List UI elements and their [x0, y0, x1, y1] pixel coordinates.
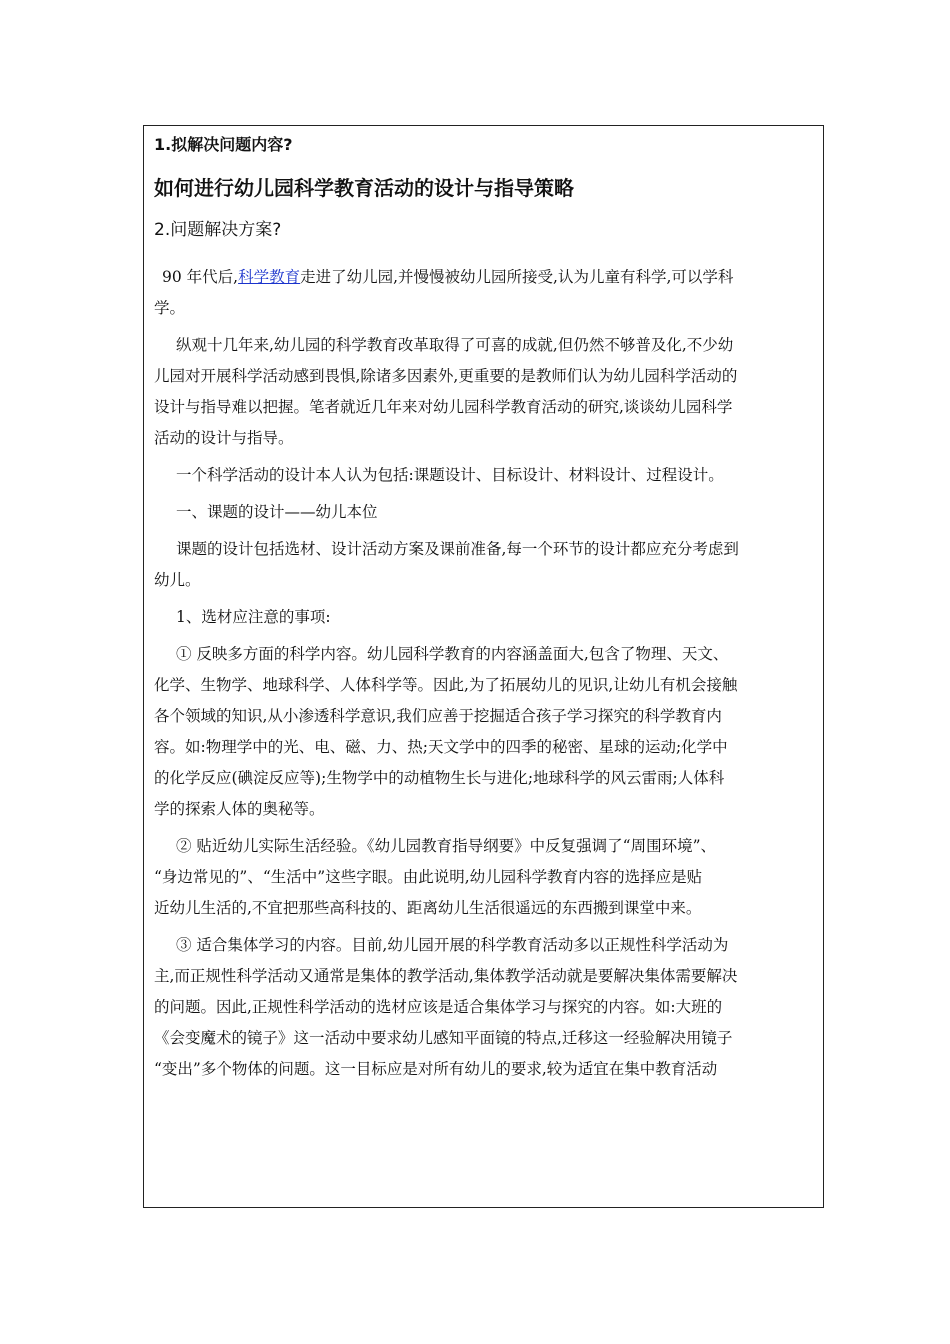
section-heading-1: 1.拟解决问题内容?: [154, 135, 293, 154]
paragraph-line: ③ 适合集体学习的内容。目前,幼儿园开展的科学教育活动多以正规性科学活动为: [176, 936, 729, 954]
paragraph-line: 纵观十几年来,幼儿园的科学教育改革取得了可喜的成就,但仍然不够普及化,不少幼: [176, 336, 734, 354]
intro-rest: 走进了幼儿园,并慢慢被幼儿园所接受,认为儿童有科学,可以学科: [300, 268, 734, 286]
paragraph-line: 近幼儿生活的,不宜把那些高科技的、距离幼儿生活很遥远的东西搬到课堂中来。: [154, 899, 702, 917]
paragraph-line: 幼儿。: [154, 571, 201, 589]
paragraph: [154, 831, 814, 924]
paragraph: [154, 330, 814, 454]
paragraph-intro: [154, 262, 814, 324]
paragraph-line: 学的探索人体的奥秘等。: [154, 800, 325, 818]
paragraph-line: ② 贴近幼儿实际生活经验。《幼儿园教育指导纲要》中反复强调了“周围环境”、: [176, 837, 717, 855]
paragraph-line: 化学、生物学、地球科学、人体科学等。因此,为了拓展幼儿的见识,让幼儿有机会接触: [154, 676, 738, 694]
paragraph-line: 设计与指导难以把握。笔者就近几年来对幼儿园科学教育活动的研究,谈谈幼儿园科学: [154, 398, 733, 416]
paragraph-line: ① 反映多方面的科学内容。幼儿园科学教育的内容涵盖面大,包含了物理、天文、: [176, 645, 729, 663]
paragraph-line: 《会变魔术的镜子》这一活动中要求幼儿感知平面镜的特点,迁移这一经验解决用镜子: [154, 1029, 733, 1047]
paragraph: [154, 602, 814, 633]
document-table-cell: [143, 125, 824, 1208]
paragraph: [154, 639, 814, 825]
paragraph-list: [154, 330, 814, 1085]
paragraph-line: 活动的设计与指导。: [154, 429, 294, 447]
paragraph-line: 1、选材应注意的事项:: [176, 608, 331, 626]
paragraph-line: 一个科学活动的设计本人认为包括:课题设计、目标设计、材料设计、过程设计。: [176, 466, 724, 484]
paragraph-line: “身边常见的”、“生活中”这些字眼。由此说明,幼儿园科学教育内容的选择应是贴: [154, 868, 703, 886]
science-education-link[interactable]: 科学教育: [238, 268, 301, 286]
paragraph-line: 容。如:物理学中的光、电、磁、力、热;天文学中的四季的秘密、星球的运动;化学中: [154, 738, 728, 756]
document-title: 如何进行幼儿园科学教育活动的设计与指导策略: [154, 176, 574, 200]
paragraph-line: 各个领域的知识,从小渗透科学意识,我们应善于挖掘适合孩子学习探究的科学教育内: [154, 707, 722, 725]
paragraph: [154, 930, 814, 1085]
intro-prefix: 90 年代后,: [162, 268, 239, 286]
paragraph: [154, 497, 814, 528]
paragraph: [154, 460, 814, 491]
section-heading-2: 2.问题解决方案?: [154, 220, 282, 240]
paragraph: [154, 534, 814, 596]
paragraph-line: “变出”多个物体的问题。这一目标应是对所有幼儿的要求,较为适宜在集中教育活动: [154, 1060, 718, 1078]
paragraph-line: 的问题。因此,正规性科学活动的选材应该是适合集体学习与探究的内容。如:大班的: [154, 998, 723, 1016]
paragraph-line: 儿园对开展科学活动感到畏惧,除诸多因素外,更重要的是教师们认为幼儿园科学活动的: [154, 367, 738, 385]
paragraph-line: 主,而正规性科学活动又通常是集体的教学活动,集体教学活动就是要解决集体需要解决: [154, 967, 738, 985]
paragraph-line: 的化学反应(碘淀反应等);生物学中的动植物生长与进化;地球科学的风云雷雨;人体科: [154, 769, 725, 787]
paragraph-line: [154, 262, 814, 293]
paragraph-line: 课题的设计包括选材、设计活动方案及课前准备,每一个环节的设计都应充分考虑到: [176, 540, 739, 558]
paragraph-line: 学。: [154, 299, 186, 317]
paragraph-line: 一、课题的设计——幼儿本位: [176, 503, 378, 521]
cell-content: [154, 134, 814, 1091]
